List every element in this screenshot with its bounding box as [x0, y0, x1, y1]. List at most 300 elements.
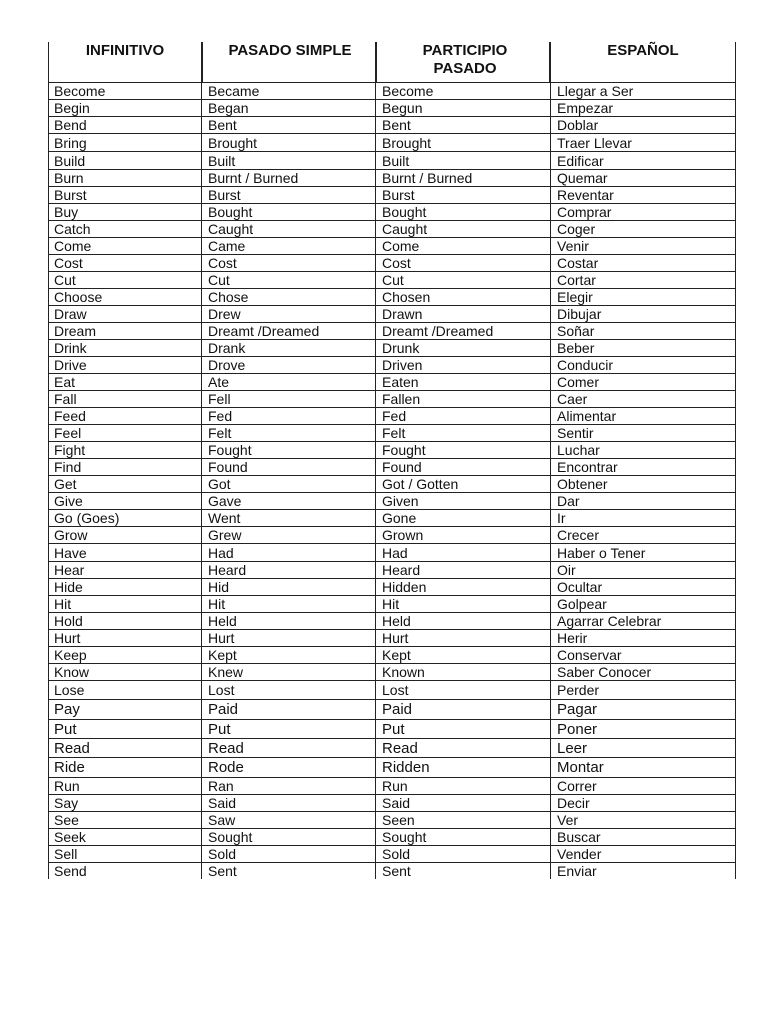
column-divider [201, 596, 202, 612]
cell-pasado-simple: Bought [208, 204, 253, 220]
cell-participio: Become [382, 83, 434, 99]
column-divider [550, 493, 551, 509]
cell-espanol: Conducir [557, 357, 614, 373]
cell-infinitivo: Find [54, 459, 82, 475]
table-row [48, 305, 736, 322]
cell-espanol: Buscar [557, 829, 601, 845]
column-divider [201, 391, 202, 407]
column-divider [201, 100, 202, 116]
column-divider [375, 238, 376, 254]
column-divider [201, 221, 202, 237]
cell-pasado-simple: Went [208, 510, 241, 526]
column-divider [201, 579, 202, 595]
column-divider [201, 117, 202, 133]
table-row [48, 561, 736, 578]
cell-espanol: Edificar [557, 153, 604, 169]
table-row [48, 151, 736, 169]
cell-pasado-simple: Chose [208, 289, 249, 305]
cell-infinitivo: Give [54, 493, 83, 509]
cell-espanol: Ocultar [557, 579, 603, 595]
table-row [48, 475, 736, 492]
column-divider [375, 255, 376, 271]
column-divider [201, 374, 202, 390]
cell-pasado-simple: Came [208, 238, 246, 254]
cell-pasado-simple: Felt [208, 425, 232, 441]
cell-espanol: Pagar [557, 701, 598, 718]
column-divider [375, 527, 376, 543]
column-divider [375, 204, 376, 220]
column-divider [201, 442, 202, 458]
cell-participio: Dreamt /Dreamed [382, 323, 494, 339]
table-row [48, 339, 736, 356]
column-divider [375, 720, 376, 738]
table-row [48, 424, 736, 441]
cell-participio: Known [382, 664, 425, 680]
cell-infinitivo: Catch [54, 221, 91, 237]
column-divider [375, 596, 376, 612]
cell-participio: Felt [382, 425, 406, 441]
column-divider [550, 720, 551, 738]
cell-infinitivo: Grow [54, 527, 88, 543]
column-divider [201, 758, 202, 777]
cell-espanol: Doblar [557, 117, 599, 133]
table-row [48, 356, 736, 373]
column-divider [550, 664, 551, 680]
table-row [48, 133, 736, 151]
header-espanol: ESPAÑOL [607, 42, 679, 59]
column-divider [550, 700, 551, 719]
header-pasado-simple: PASADO SIMPLE [228, 42, 352, 59]
table-row [48, 220, 736, 237]
cell-espanol: Ver [557, 812, 579, 828]
cell-participio: Cut [382, 272, 404, 288]
column-divider [375, 812, 376, 828]
column-divider [375, 374, 376, 390]
table-header [48, 42, 736, 82]
cell-participio: Hit [382, 596, 400, 612]
table-row [48, 794, 736, 811]
cell-espanol: Coger [557, 221, 596, 237]
cell-infinitivo: Know [54, 664, 90, 680]
table-row [48, 441, 736, 458]
cell-infinitivo: Draw [54, 306, 87, 322]
cell-infinitivo: Hold [54, 613, 83, 629]
table-row [48, 646, 736, 663]
column-divider [550, 187, 551, 203]
cell-espanol: Traer Llevar [557, 135, 632, 151]
cell-espanol: Luchar [557, 442, 600, 458]
column-divider [201, 204, 202, 220]
column-divider [375, 340, 376, 356]
column-divider [375, 613, 376, 629]
cell-infinitivo: Feed [54, 408, 86, 424]
cell-infinitivo: Have [54, 545, 87, 561]
cell-espanol: Soñar [557, 323, 595, 339]
cell-infinitivo: Bring [54, 135, 87, 151]
table-body [48, 82, 736, 879]
cell-pasado-simple: Grew [208, 527, 242, 543]
column-divider [201, 630, 202, 646]
cell-infinitivo: Burn [54, 170, 84, 186]
cell-infinitivo: Hear [54, 562, 85, 578]
cell-infinitivo: Bend [54, 117, 87, 133]
cell-participio: Cost [382, 255, 411, 271]
cell-pasado-simple: Sold [208, 846, 237, 862]
cell-infinitivo: Read [54, 740, 90, 757]
column-divider [375, 134, 376, 151]
cell-espanol: Comprar [557, 204, 612, 220]
table-row [48, 254, 736, 271]
cell-pasado-simple: Said [208, 795, 237, 811]
cell-participio: Gone [382, 510, 417, 526]
cell-espanol: Crecer [557, 527, 600, 543]
cell-participio: Fought [382, 442, 426, 458]
cell-infinitivo: Hit [54, 596, 72, 612]
cell-pasado-simple: Sent [208, 863, 237, 879]
cell-espanol: Elegir [557, 289, 593, 305]
column-divider [375, 510, 376, 526]
column-divider [201, 187, 202, 203]
cell-espanol: Sentir [557, 425, 594, 441]
column-divider [375, 562, 376, 578]
cell-participio: Had [382, 545, 408, 561]
table-row [48, 82, 736, 99]
column-divider [375, 681, 376, 699]
column-divider [550, 795, 551, 811]
table-row [48, 699, 736, 719]
table-row [48, 322, 736, 339]
cell-participio: Begun [382, 100, 423, 116]
cell-participio: Held [382, 613, 411, 629]
column-divider [550, 510, 551, 526]
cell-participio: Brought [382, 135, 432, 151]
column-divider [201, 795, 202, 811]
column-divider [550, 204, 551, 220]
cell-infinitivo: Put [54, 721, 77, 738]
table-row [48, 595, 736, 612]
cell-espanol: Saber Conocer [557, 664, 652, 680]
column-divider [550, 221, 551, 237]
column-divider [550, 408, 551, 424]
cell-espanol: Herir [557, 630, 588, 646]
cell-pasado-simple: Brought [208, 135, 258, 151]
table-row [48, 99, 736, 116]
column-divider [550, 374, 551, 390]
column-divider [375, 391, 376, 407]
column-divider [201, 739, 202, 757]
cell-espanol: Cortar [557, 272, 596, 288]
table-row [48, 680, 736, 699]
cell-espanol: Caer [557, 391, 588, 407]
cell-pasado-simple: Hit [208, 596, 226, 612]
column-divider [375, 476, 376, 492]
cell-participio: Burnt / Burned [382, 170, 473, 186]
cell-espanol: Conservar [557, 647, 622, 663]
column-divider [201, 340, 202, 356]
cell-pasado-simple: Fell [208, 391, 231, 407]
cell-participio: Burst [382, 187, 415, 203]
verb-table [48, 42, 736, 879]
cell-espanol: Haber o Tener [557, 545, 646, 561]
cell-espanol: Reventar [557, 187, 614, 203]
column-divider [550, 613, 551, 629]
table-row [48, 663, 736, 680]
column-divider [375, 630, 376, 646]
table-row [48, 492, 736, 509]
table-row [48, 288, 736, 305]
cell-infinitivo: Dream [54, 323, 97, 339]
column-divider [201, 289, 202, 305]
cell-participio: Sought [382, 829, 427, 845]
table-row [48, 186, 736, 203]
column-divider [201, 812, 202, 828]
cell-pasado-simple: Drank [208, 340, 246, 356]
column-divider [550, 134, 551, 151]
column-divider [375, 664, 376, 680]
column-divider [201, 510, 202, 526]
cell-infinitivo: Say [54, 795, 79, 811]
column-divider [201, 476, 202, 492]
column-divider [550, 357, 551, 373]
column-divider [375, 408, 376, 424]
column-divider [550, 476, 551, 492]
cell-participio: Chosen [382, 289, 431, 305]
cell-pasado-simple: Caught [208, 221, 254, 237]
cell-pasado-simple: Gave [208, 493, 242, 509]
column-divider [201, 425, 202, 441]
cell-espanol: Golpear [557, 596, 607, 612]
cell-pasado-simple: Rode [208, 759, 244, 776]
cell-espanol: Decir [557, 795, 590, 811]
cell-espanol: Beber [557, 340, 595, 356]
column-divider [550, 459, 551, 475]
cell-infinitivo: Choose [54, 289, 103, 305]
cell-pasado-simple: Put [208, 721, 231, 738]
cell-infinitivo: Begin [54, 100, 90, 116]
cell-participio: Lost [382, 682, 409, 698]
column-divider [375, 778, 376, 794]
cell-pasado-simple: Bent [208, 117, 237, 133]
cell-participio: Caught [382, 221, 428, 237]
cell-participio: Seen [382, 812, 415, 828]
table-row [48, 407, 736, 424]
cell-espanol: Vender [557, 846, 602, 862]
cell-infinitivo: Buy [54, 204, 79, 220]
column-divider [201, 613, 202, 629]
column-divider [550, 442, 551, 458]
table-row [48, 777, 736, 794]
column-divider [550, 323, 551, 339]
table-row [48, 203, 736, 220]
cell-pasado-simple: Fought [208, 442, 252, 458]
cell-espanol: Enviar [557, 863, 597, 879]
cell-espanol: Venir [557, 238, 589, 254]
column-divider [550, 863, 551, 879]
cell-infinitivo: Lose [54, 682, 85, 698]
cell-pasado-simple: Heard [208, 562, 247, 578]
column-divider [550, 100, 551, 116]
column-divider [550, 739, 551, 757]
column-divider [375, 100, 376, 116]
column-divider [375, 795, 376, 811]
column-divider [375, 647, 376, 663]
cell-pasado-simple: Saw [208, 812, 236, 828]
cell-infinitivo: Build [54, 153, 86, 169]
column-divider [201, 863, 202, 879]
cell-participio: Run [382, 778, 408, 794]
column-divider [201, 562, 202, 578]
column-divider [550, 544, 551, 561]
column-divider [375, 493, 376, 509]
cell-espanol: Leer [557, 740, 588, 757]
column-divider [375, 221, 376, 237]
cell-pasado-simple: Burst [208, 187, 241, 203]
table-row [48, 509, 736, 526]
column-divider [201, 720, 202, 738]
cell-infinitivo: Pay [54, 701, 80, 718]
cell-pasado-simple: Got [208, 476, 231, 492]
column-divider [550, 778, 551, 794]
cell-participio: Heard [382, 562, 421, 578]
table-row [48, 578, 736, 595]
column-divider [201, 134, 202, 151]
cell-participio: Ridden [382, 759, 430, 776]
cell-participio: Drunk [382, 340, 420, 356]
cell-espanol: Obtener [557, 476, 608, 492]
column-divider [550, 829, 551, 845]
cell-espanol: Empezar [557, 100, 614, 116]
cell-participio: Grown [382, 527, 424, 543]
column-divider [550, 272, 551, 288]
column-divider [375, 700, 376, 719]
column-divider [550, 83, 551, 99]
cell-espanol: Perder [557, 682, 600, 698]
column-divider [201, 306, 202, 322]
column-divider [201, 357, 202, 373]
column-divider [550, 562, 551, 578]
cell-pasado-simple: Dreamt /Dreamed [208, 323, 320, 339]
cell-participio: Kept [382, 647, 411, 663]
column-divider [375, 306, 376, 322]
column-divider [201, 846, 202, 862]
column-divider [550, 527, 551, 543]
column-divider [201, 323, 202, 339]
cell-infinitivo: Hurt [54, 630, 81, 646]
cell-participio: Sent [382, 863, 411, 879]
cell-participio: Fed [382, 408, 407, 424]
column-divider [550, 306, 551, 322]
column-divider [201, 493, 202, 509]
cell-infinitivo: Fight [54, 442, 86, 458]
column-divider [201, 272, 202, 288]
cell-pasado-simple: Hid [208, 579, 230, 595]
cell-pasado-simple: Sought [208, 829, 253, 845]
table-row [48, 271, 736, 288]
cell-espanol: Correr [557, 778, 597, 794]
cell-pasado-simple: Drove [208, 357, 246, 373]
cell-pasado-simple: Kept [208, 647, 237, 663]
column-divider [550, 647, 551, 663]
cell-infinitivo: Keep [54, 647, 87, 663]
column-divider [550, 596, 551, 612]
column-divider [550, 340, 551, 356]
cell-infinitivo: Drive [54, 357, 87, 373]
cell-participio: Bought [382, 204, 427, 220]
column-divider [375, 323, 376, 339]
column-divider [375, 459, 376, 475]
cell-participio: Built [382, 153, 410, 169]
cell-participio: Got / Gotten [382, 476, 459, 492]
column-divider [201, 700, 202, 719]
column-divider [201, 408, 202, 424]
cell-participio: Read [382, 740, 418, 757]
table-row [48, 373, 736, 390]
column-divider [201, 544, 202, 561]
table-row [48, 543, 736, 561]
column-divider [201, 255, 202, 271]
cell-pasado-simple: Fed [208, 408, 233, 424]
column-divider [375, 846, 376, 862]
column-divider [550, 579, 551, 595]
column-divider [201, 527, 202, 543]
column-divider [550, 425, 551, 441]
table-row [48, 169, 736, 186]
column-divider [201, 829, 202, 845]
column-divider [375, 152, 376, 169]
column-divider [550, 117, 551, 133]
cell-participio: Fallen [382, 391, 421, 407]
cell-espanol: Quemar [557, 170, 608, 186]
cell-infinitivo: Drink [54, 340, 87, 356]
table-row [48, 811, 736, 828]
cell-infinitivo: Fall [54, 391, 77, 407]
header-participio-pasado: PARTICIPIO PASADO [422, 42, 508, 77]
cell-pasado-simple: Lost [208, 682, 235, 698]
column-divider [550, 391, 551, 407]
table-row [48, 738, 736, 757]
column-divider [375, 739, 376, 757]
column-divider [375, 42, 377, 82]
column-divider [550, 170, 551, 186]
column-divider [375, 442, 376, 458]
column-divider [201, 459, 202, 475]
table-row [48, 237, 736, 254]
cell-infinitivo: Burst [54, 187, 87, 203]
cell-pasado-simple: Knew [208, 664, 244, 680]
cell-pasado-simple: Held [208, 613, 237, 629]
table-row [48, 828, 736, 845]
cell-infinitivo: Send [54, 863, 87, 879]
column-divider [375, 425, 376, 441]
cell-pasado-simple: Ran [208, 778, 234, 794]
column-divider [375, 187, 376, 203]
cell-infinitivo: Run [54, 778, 80, 794]
column-divider [201, 170, 202, 186]
column-divider [201, 664, 202, 680]
cell-infinitivo: Feel [54, 425, 82, 441]
column-divider [375, 117, 376, 133]
cell-pasado-simple: Built [208, 153, 236, 169]
column-divider [550, 238, 551, 254]
table-row [48, 116, 736, 133]
cell-participio: Sold [382, 846, 411, 862]
column-divider [375, 289, 376, 305]
cell-pasado-simple: Found [208, 459, 248, 475]
cell-espanol: Oir [557, 562, 576, 578]
cell-participio: Eaten [382, 374, 419, 390]
cell-participio: Hurt [382, 630, 409, 646]
column-divider [201, 778, 202, 794]
